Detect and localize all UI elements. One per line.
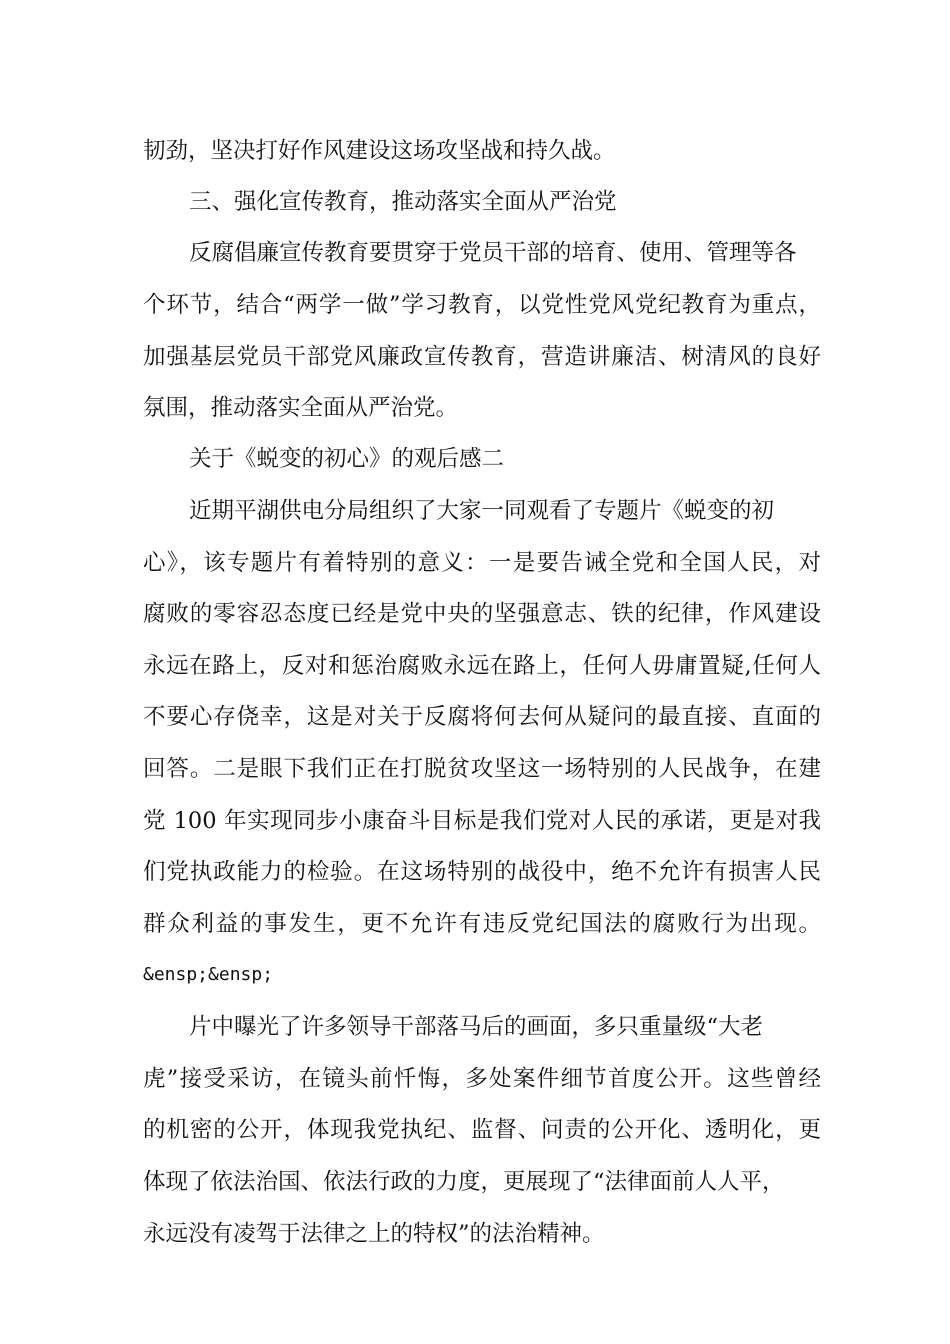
text-line-9: 心》，该专题片有着特别的意义：一是要告诫全党和全国人民，对: [143, 550, 821, 576]
text-line-21: 体现了依法治国、依法行政的力度，更展现了“法律面前人人平，: [143, 1169, 785, 1195]
text-line-5: 加强基层党员干部党风廉政宣传教育，营造讲廉洁、树清风的良好: [143, 344, 821, 370]
text-line-19: 虎”接受采访，在镜头前忏悔，多处案件细节首度公开。这些曾经: [143, 1066, 821, 1092]
text-line-11: 永远在路上，反对和惩治腐败永远在路上，任何人毋庸置疑,任何人: [143, 653, 821, 679]
text-line-16: 群众利益的事发生，更不允许有违反党纪国法的腐败行为出现。: [143, 911, 821, 937]
text-line-10: 腐败的零容忍态度已经是党中央的坚强意志、铁的纪律，作风建设: [143, 601, 821, 627]
stray-entity-text: &ensp;&ensp;: [143, 964, 274, 985]
text-line-13: 回答。二是眼下我们正在打脱贫攻坚这一场特别的人民战争，在建: [143, 756, 821, 782]
text-line-8: 近期平湖供电分局组织了大家一同观看了专题片《蜕变的初: [189, 498, 775, 524]
text-line-3: 反腐倡廉宣传教育要贯穿于党员干部的培育、使用、管理等各: [189, 240, 797, 266]
article-title-2: 关于《蜕变的初心》的观后感二: [189, 446, 505, 472]
text-line-18: 片中曝光了许多领导干部落马后的画面，多只重量级“大老: [189, 1014, 764, 1040]
text-line-15: 们党执政能力的检验。在这场特别的战役中，绝不允许有损害人民: [143, 859, 821, 885]
text-line-4: 个环节，结合“两学一做”学习教育，以党性党风党纪教育为重点，: [143, 292, 821, 318]
text-line-20: 的机密的公开，体现我党执纪、监督、问责的公开化、透明化，更: [143, 1117, 821, 1143]
text-line-14: 党 100 年实现同步小康奋斗目标是我们党对人民的承诺，更是对我: [143, 808, 821, 834]
text-line-6: 氛围，推动落实全面从严治党。: [143, 395, 459, 421]
text-line-1: 韧劲，坚决打好作风建设这场攻坚战和持久战。: [143, 138, 616, 164]
text-line-12: 不要心存侥幸，这是对关于反腐将何去何从疑问的最直接、直面的: [143, 704, 821, 730]
text-line-22: 永远没有凌驾于法律之上的特权”的法治精神。: [143, 1221, 605, 1247]
section-heading-3: 三、强化宣传教育，推动落实全面从严治党: [189, 189, 617, 215]
